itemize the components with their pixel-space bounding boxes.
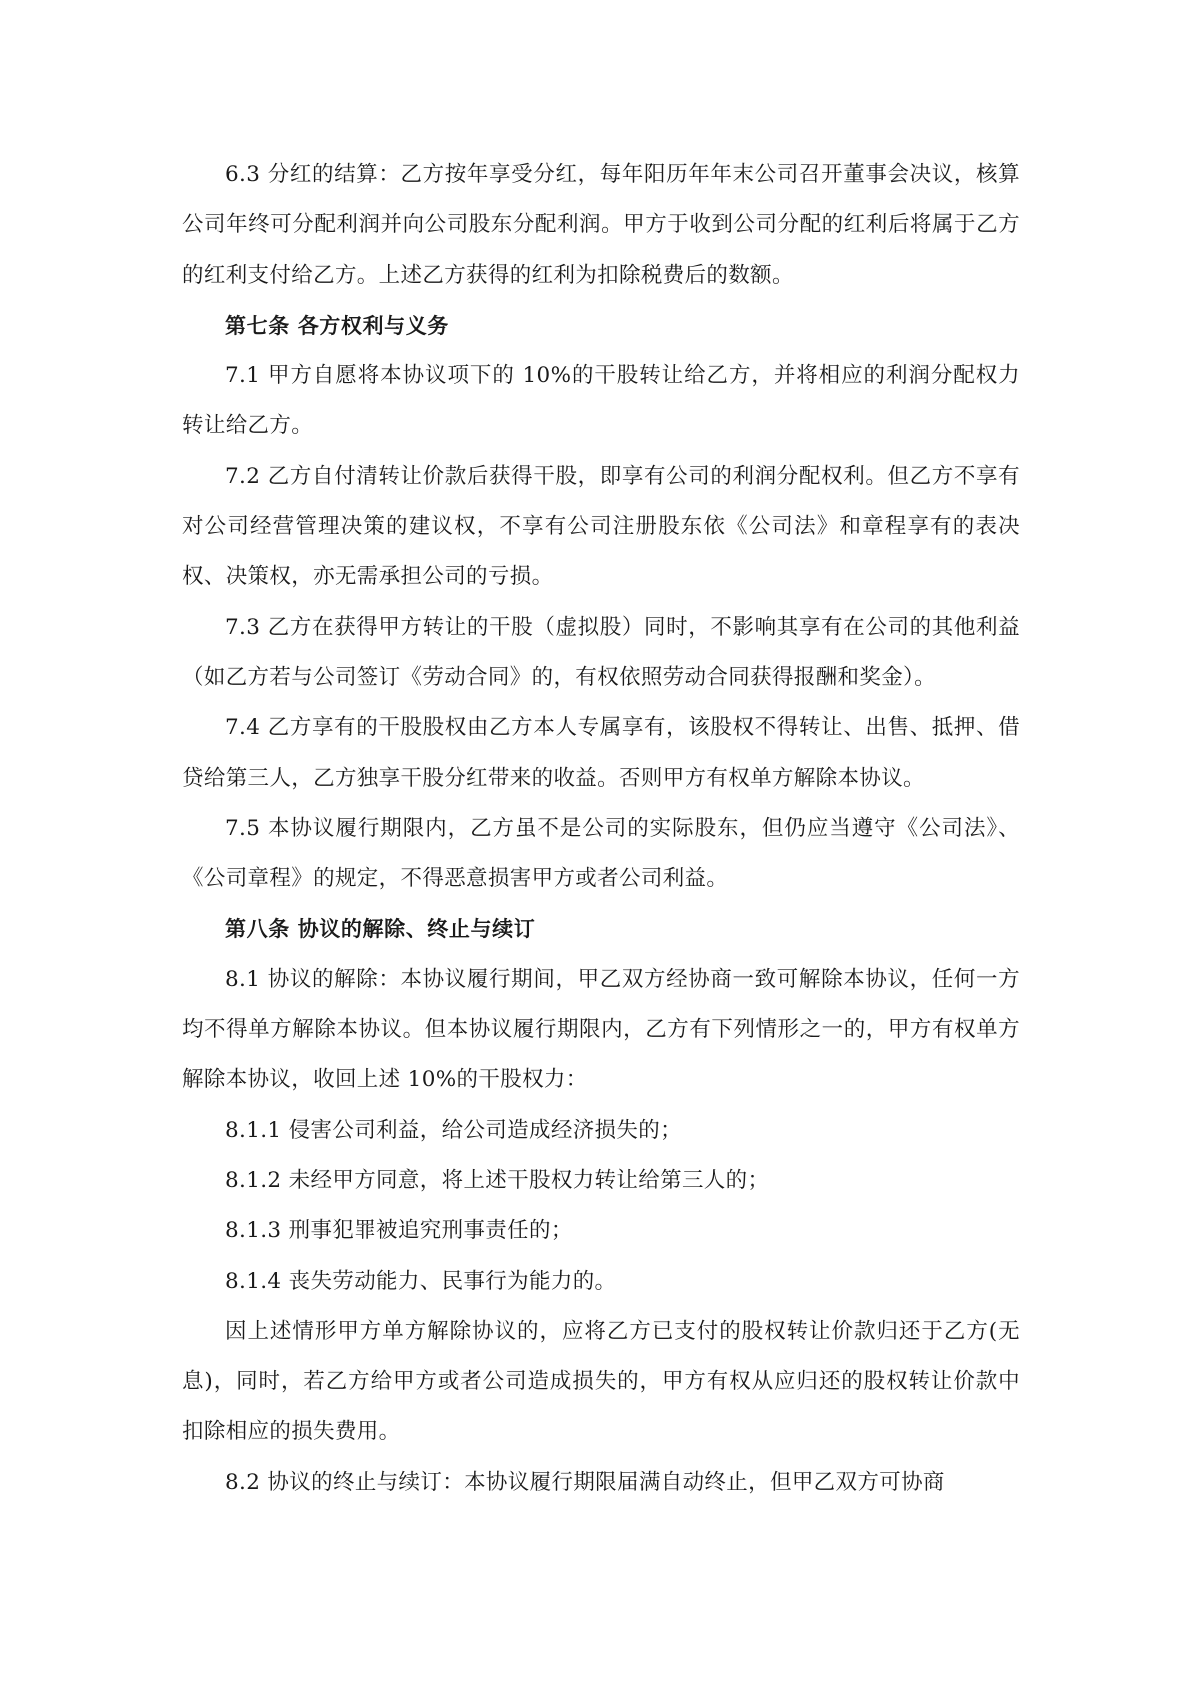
clause-paragraph: 8.1.2 未经甲方同意，将上述干股权力转让给第三人的； (225, 1167, 770, 1193)
clause-paragraph: 7.2 乙方自付清转让价款后获得干股，即享有公司的利润分配权利。但乙方不享有对公司经营管理决策的建议权，不享有公司注册股东依《公司法》和章程享有的表决权、决策权，亦无需承担公司的亏损。 (182, 463, 1020, 590)
clause-paragraph: 8.1.1 侵害公司利益，给公司造成经济损失的； (225, 1117, 682, 1143)
clause-paragraph: 7.5 本协议履行期限内，乙方虽不是公司的实际股东，但仍应当遵守《公司法》、《公司章程》的规定，不得恶意损害甲方或者公司利益。 (182, 815, 1020, 892)
clause-paragraph: 8.1 协议的解除：本协议履行期间，甲乙双方经协商一致可解除本协议，任何一方均不得单方解除本协议。但本协议履行期限内，乙方有下列情形之一的，甲方有权单方解除本协议，收回上述 10%的干股权力： (182, 966, 1020, 1093)
section-heading: 第七条 各方权利与义务 (225, 313, 449, 338)
clause-paragraph: 8.1.3 刑事犯罪被追究刑事责任的； (225, 1218, 573, 1244)
section-heading: 第八条 协议的解除、终止与续订 (225, 917, 536, 942)
clause-paragraph: 7.4 乙方享有的干股股权由乙方本人专属享有，该股权不得转让、出售、抵押、借贷给第三人，乙方独享干股分红带来的收益。否则甲方有权单方解除本协议。 (182, 715, 1020, 791)
clause-paragraph: 因上述情形甲方单方解除协议的，应将乙方已支付的股权转让价款归还于乙方(无息)，同时，若乙方给甲方或者公司造成损失的，甲方有权从应归还的股权转让价款中扣除相应的损失费用。 (182, 1318, 1020, 1445)
clause-paragraph: 7.1 甲方自愿将本协议项下的 10%的干股转让给乙方，并将相应的利润分配权力转让给乙方。 (182, 363, 1020, 439)
clause-paragraph: 7.3 乙方在获得甲方转让的干股（虚拟股）同时，不影响其享有在公司的其他利益（如乙方若与公司签订《劳动合同》的，有权依照劳动合同获得报酬和奖金）。 (182, 614, 1020, 690)
clause-paragraph: 8.1.4 丧失劳动能力、民事行为能力的。 (225, 1268, 617, 1294)
clause-paragraph: 6.3 分红的结算：乙方按年享受分红，每年阳历年年末公司召开董事会决议，核算公司年终可分配利润并向公司股东分配利润。甲方于收到公司分配的红利后将属于乙方的红利支付给乙方。上述乙方获得的红利为扣除税费后的数额。 (182, 162, 1020, 288)
document-body (182, 150, 1020, 1508)
clause-paragraph: 8.2 协议的终止与续订：本协议履行期限届满自动终止，但甲乙双方可协商 (225, 1469, 945, 1495)
